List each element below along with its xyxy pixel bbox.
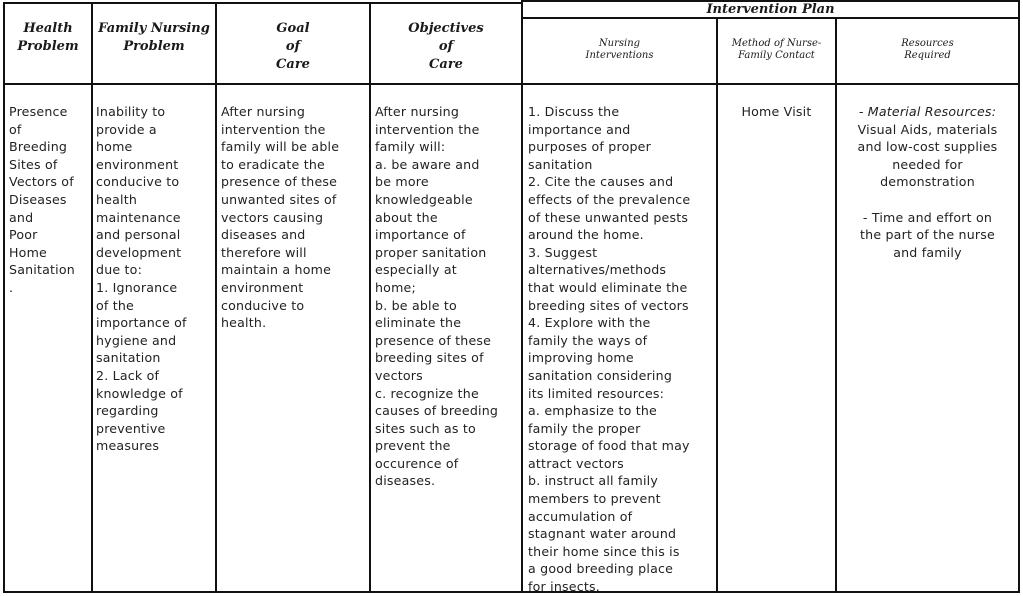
col-divider-3 <box>369 2 371 593</box>
cell-health-problem: Presence of Breeding Sites of Vectors of Diseases and Poor Home Sanitation . <box>9 104 75 295</box>
col-divider-2 <box>215 2 217 593</box>
header-objectives-of-care: Objectives of Care <box>408 21 484 72</box>
col-divider-1 <box>91 2 93 593</box>
header-method-of-contact: Method of Nurse- Family Contact <box>731 38 822 61</box>
intervention-plan-header: Intervention Plan <box>706 2 835 17</box>
table-top-border-left <box>3 2 523 4</box>
cell-method-of-contact: Home Visit <box>741 104 812 119</box>
cell-family-nursing-problem: Inability to provide a home environment conducive to health maintenance and personal development due to: 1. Ignorance of the importance of hygiene and sanitation 2. Lack of knowledge of regarding preventive measures <box>96 104 187 454</box>
cell-resources-required: - Material Resources: Visual Aids, materials and low-cost supplies needed for demonstration - Time and effort on the part of the nurse and family <box>857 104 998 260</box>
header-resources-required: Resources Required <box>901 38 954 61</box>
table-left-border <box>3 2 5 593</box>
col-divider-4 <box>521 0 523 593</box>
header-bottom-border <box>3 83 1020 85</box>
table-bottom-border <box>3 591 1020 593</box>
header-family-nursing-problem: Family Nursing Problem <box>98 21 210 54</box>
header-goal-of-care: Goal of Care <box>276 21 310 72</box>
cell-objectives-of-care: After nursing intervention the family will: a. be aware and be more knowledgeable about the importance of proper sanitation especially at home; b. be able to eliminate the presence of these breeding sites of vectors c. recognize the causes of breeding sites such as to prevent the occurence of diseases. <box>375 104 499 489</box>
header-health-problem: Health Problem <box>17 21 79 54</box>
table-right-border <box>1018 0 1020 593</box>
header-nursing-interventions: Nursing Interventions <box>585 38 654 61</box>
cell-nursing-interventions: 1. Discuss the importance and purposes of proper sanitation 2. Cite the causes and effects of the prevalence of these unwanted pests around the home. 3. Suggest alternatives/methods that would eliminate the breeding sites of vectors 4. Explore with the family the ways of improving home sanitation considering its limited resources: a. emphasize to the family the proper storage of food that may attract vectors b. instruct all family members to prevent accumulation of stagnant water around their home since this is a good breeding place for insects. <box>528 104 691 595</box>
cell-goal-of-care: After nursing intervention the family will be able to eradicate the presence of these unwanted sites of vectors causing diseases and therefore will maintain a home environment conducive to health. <box>221 104 340 331</box>
